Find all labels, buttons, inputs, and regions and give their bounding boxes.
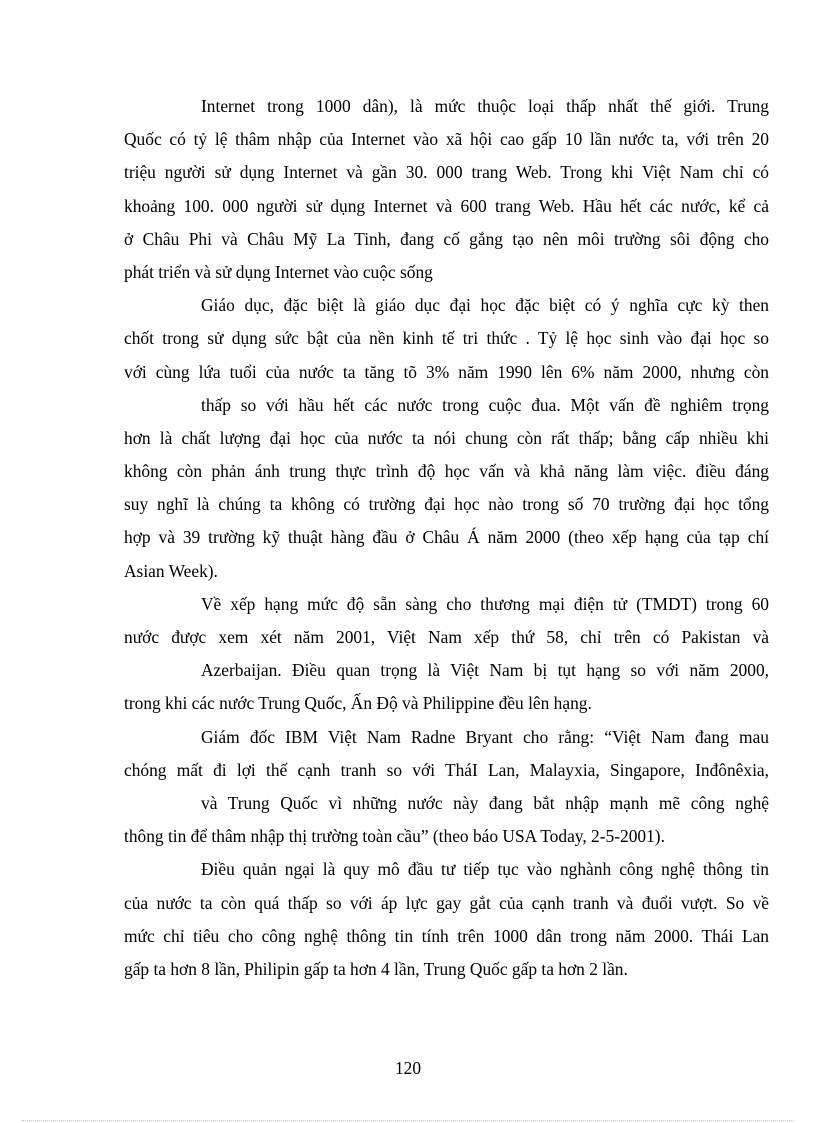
text-line: thấp so với hầu hết các nước trong cuộc đua. Một vấn đề nghiêm trọng (201, 394, 769, 415)
text-line: không còn phản ánh trung thực trình độ học vấn và khả năng làm việc. điều đáng (124, 461, 769, 482)
text-line: hợp và 39 trường kỹ thuật hàng đầu ở Châu Á năm 2000 (theo xếp hạng của tạp chí (124, 527, 769, 548)
paragraph (124, 90, 769, 289)
text-line: triệu người sử dụng Internet và gần 30. 000 trang Web. Trong khi Việt Nam chỉ có (124, 162, 769, 183)
paragraph (124, 588, 769, 721)
paragraph (124, 853, 769, 986)
paragraph (124, 289, 769, 588)
page-number: 120 (394, 1058, 422, 1078)
body-text (124, 90, 769, 986)
text-line: Giám đốc IBM Việt Nam Radne Bryant cho rằng: “Việt Nam đang mau (201, 726, 769, 747)
text-line: và Trung Quốc vì những nước này đang bắt nhập mạnh mẽ công nghệ (201, 792, 769, 813)
text-line: Về xếp hạng mức độ sẵn sàng cho thương mại điện tử (TMDT) trong 60 (201, 593, 769, 614)
text-line: trong khi các nước Trung Quốc, Ấn Độ và Philippine đều lên hạng. (124, 693, 592, 714)
text-line: Internet trong 1000 dân), là mức thuộc loại thấp nhất thế giới. Trung (201, 96, 769, 116)
text-line: của nước ta còn quá thấp so với áp lực gay gắt của cạnh tranh và đuổi vượt. So về (124, 892, 769, 913)
text-line: hơn là chất lượng đại học của nước ta nói chung còn rất thấp; bằng cấp nhiều khi (124, 427, 769, 448)
text-line: nước được xem xét năm 2001, Việt Nam xếp thứ 58, chỉ trên có Pakistan và (124, 627, 769, 647)
text-line: Giáo dục, đặc biệt là giáo dục đại học đặc biệt có ý nghĩa cực kỳ then (201, 295, 769, 316)
text-line: mức chỉ tiêu cho công nghệ thông tin tính trên 1000 dân trong năm 2000. Thái Lan (124, 925, 769, 946)
page-bottom-divider (22, 1120, 794, 1121)
text-line: với cùng lứa tuổi của nước ta tăng tõ 3% năm 1990 lên 6% năm 2000, nhưng còn (124, 361, 769, 382)
text-line: Azerbaijan. Điều quan trọng là Việt Nam bị tụt hạng so với năm 2000, (201, 660, 769, 681)
text-line: chốt trong sử dụng sức bật của nền kinh tế tri thức . Tỷ lệ học sinh vào đại học so (124, 328, 769, 349)
text-line: suy nghĩ là chúng ta không có trường đại học nào trong số 70 trường đại học tổng (124, 494, 769, 515)
text-line: phát triển và sử dụng Internet vào cuộc sống (124, 261, 433, 282)
text-line: khoảng 100. 000 người sử dụng Internet và 600 trang Web. Hầu hết các nước, kể cả (124, 195, 769, 216)
text-line: ở Châu Phi và Châu Mỹ La Tinh, đang cố gắng tạo nên môi trường sôi động cho (124, 228, 769, 249)
text-line: gấp ta hơn 8 lần, Philipin gấp ta hơn 4 lần, Trung Quốc gấp ta hơn 2 lần. (124, 958, 628, 979)
text-line: thông tin để thâm nhập thị trường toàn cầu” (theo báo USA Today, 2-5-2001). (124, 826, 665, 847)
paragraph (124, 721, 769, 854)
text-line: Quốc có tỷ lệ thâm nhập của Internet vào xã hội cao gấp 10 lần nước ta, với trên 20 (124, 129, 769, 150)
text-line: chóng mất đi lợi thế cạnh tranh so với TháI Lan, Malayxia, Singapore, Inđônêxia, (124, 759, 769, 780)
text-line: Điều quản ngại là quy mô đầu tư tiếp tục vào nghành công nghệ thông tin (201, 859, 769, 880)
text-line: Asian Week). (124, 560, 218, 581)
